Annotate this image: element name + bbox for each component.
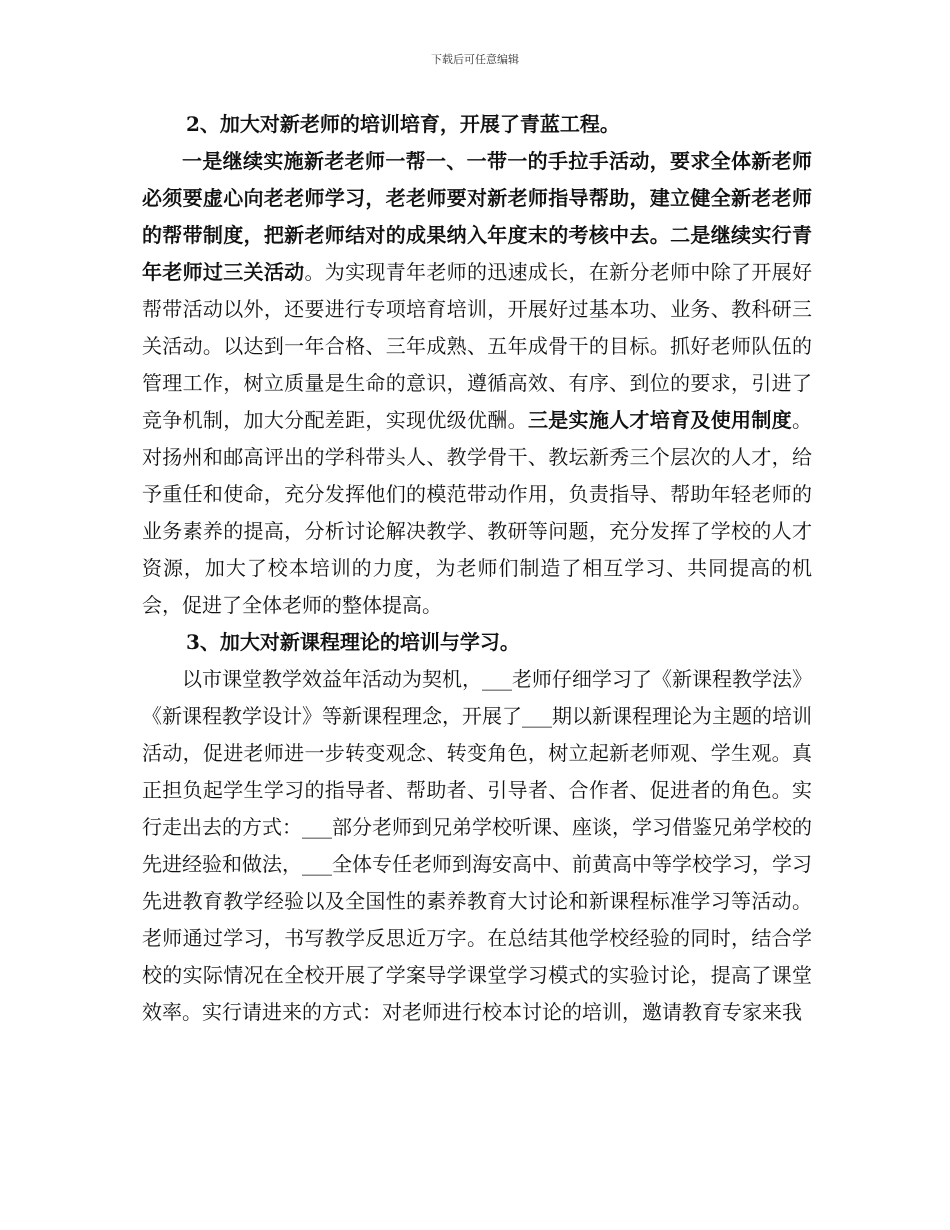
page-header: 下载后可任意编辑	[431, 53, 519, 66]
document-body	[142, 106, 812, 1031]
section-heading-2: 2、加大对新老师的培训培育，开展了青蓝工程。	[186, 112, 620, 136]
emphasis-text: 一是继续实施新老老师一帮一、一带一的手拉手活动，要求全体新老师必须要虚心向老老师学习，老老师要对新老师指导帮助，建立健全新老老师的帮带制度，把新老师结对的成果纳入年度末的考核中去。二是继续实行青年老师过三关活动	[142, 149, 812, 284]
section-paragraph-2	[142, 143, 812, 624]
section-heading-3: 3、加大对新课程理论的培训与学习。	[186, 630, 520, 654]
body-text: 。对扬州和邮高评出的学科带头人、教学骨干、教坛新秀三个层次的人才，给予重任和使命，充分发挥他们的模范带动作用，负责指导、帮助年轻老师的业务素养的提高，分析讨论解决教学、教研等问题，充分发挥了学校的人才资源，加大了校本培训的力度，为老师们制造了相互学习、共同提高的机会，促进了全体老师的整体提高。	[142, 408, 812, 617]
emphasis-text: 三是实施人才培育及使用制度	[527, 408, 792, 432]
section-paragraph-3	[142, 661, 812, 1031]
body-text: 以市课堂教学效益年活动为契机，___老师仔细学习了《新课程教学法》《新课程教学设计》等新课程理念，开展了___期以新课程理论为主题的培训活动，促进老师进一步转变观念、转变角色，树立起新老师观、学生观。真正担负起学生学习的指导者、帮助者、引导者、合作者、促进者的角色。实行走出去的方式：___部分老师到兄弟学校听课、座谈，学习借鉴兄弟学校的先进经验和做法，___全体专任老师到海安高中、前黄高中等学校学习，学习先进教育教学经验以及全国性的素养教育大讨论和新课程标准学习等活动。老师通过学习，书写教学反思近万字。在总结其他学校经验的同时，结合学校的实际情况在全校开展了学案导学课堂学习模式的实验讨论，提高了课堂效率。实行请进来的方式：对老师进行校本讨论的培训，邀请教育专家来我	[142, 667, 812, 1024]
body-text: 。为实现青年老师的迅速成长，在新分老师中除了开展好帮带活动以外，还要进行专项培育培训，开展好过基本功、业务、教科研三关活动。以达到一年合格、三年成熟、五年成骨干的目标。抓好老师队伍的管理工作，树立质量是生命的意识，遵循高效、有序、到位的要求，引进了竞争机制，加大分配差距，实现优级优酬。	[142, 260, 812, 432]
